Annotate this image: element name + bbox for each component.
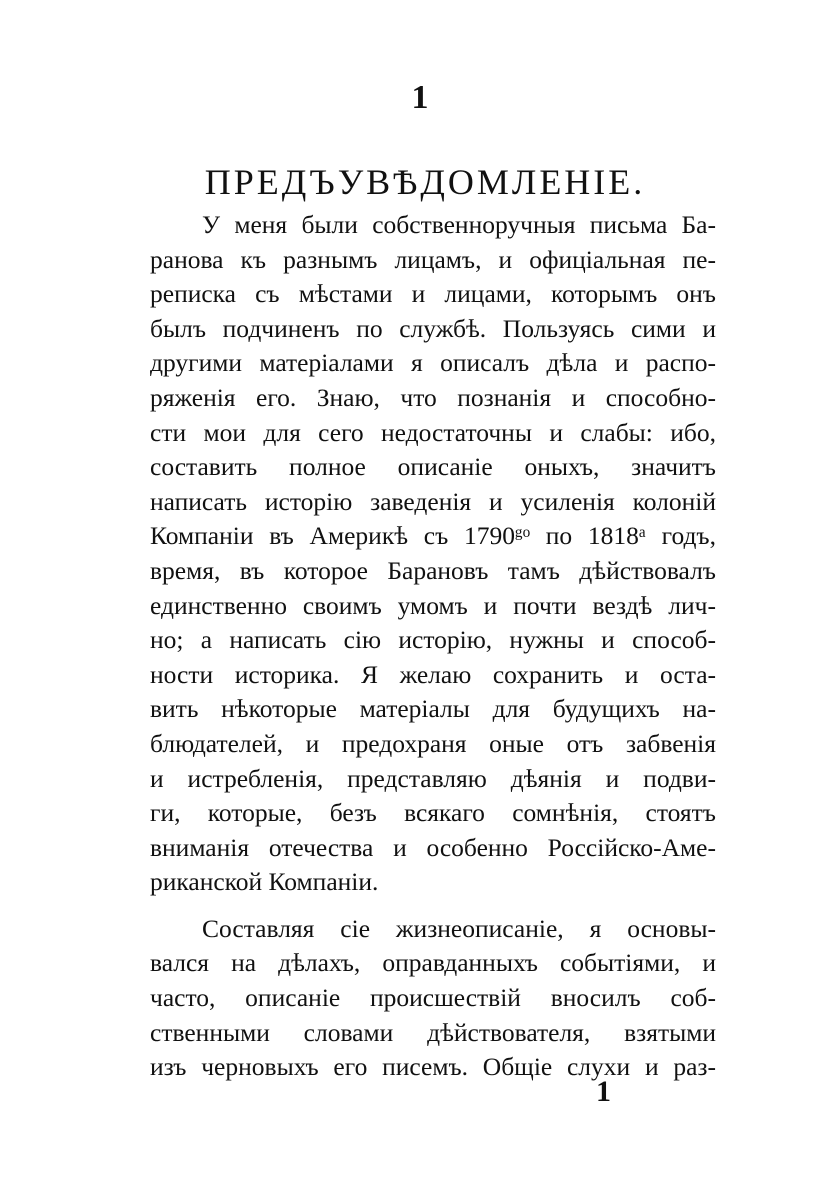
text-line: составить полное описаніе оныхъ, значитъ — [150, 452, 716, 482]
signature-mark: 1 — [596, 1075, 611, 1108]
text-line: У меня были собственноручныя письма Ба- — [202, 210, 716, 239]
text-line: Компаніи въ Америкѣ съ 1790ᵍᵒ по 1818ᵃ годъ, — [150, 521, 716, 551]
text-line: изъ черновыхъ его писемъ. Общіе слухи и раз- — [150, 1052, 716, 1082]
text-line: время, въ которое Барановъ тамъ дѣйствовалъ — [150, 555, 716, 585]
text-line: реписка съ мѣстами и лицами, которымъ онъ — [150, 279, 716, 309]
text-line: вить нѣкоторые матеріалы для будущихъ на- — [150, 694, 716, 724]
page-number: 1 — [411, 79, 429, 116]
text-line: Составляя сіе жизнеописаніе, я основы- — [202, 913, 716, 943]
paragraph-gap — [150, 900, 716, 912]
text-line: былъ подчиненъ по службѣ. Пользуясь сими и — [150, 313, 716, 343]
text-line: ряженія его. Знаю, что познанія и способно- — [150, 382, 716, 412]
text-line: блюдателей, и предохраня оные отъ забвенія — [150, 728, 716, 758]
text-line: сти мои для сего недостаточны и слабы: ибо, — [150, 417, 716, 447]
paragraph-1 — [150, 208, 716, 900]
text-line: вниманія отечества и особенно Россійско-Аме- — [150, 832, 716, 862]
text-line: ственными словами дѣйствователя, взятыми — [150, 1017, 716, 1047]
text-line: единственно своимъ умомъ и почти вездѣ лич- — [150, 590, 716, 620]
text-line: риканской Компаніи. — [150, 867, 379, 897]
text-line: ности историка. Я желаю сохранить и оста- — [150, 659, 716, 689]
page-title: ПРЕДЪУВѢДОМЛЕНІЕ. — [204, 162, 646, 203]
paragraph-2 — [150, 912, 716, 1085]
text-line: написать исторію заведенія и усиленія колоній — [150, 486, 716, 516]
text-line: часто, описаніе происшествій вносилъ соб- — [150, 983, 716, 1013]
body-text — [150, 208, 716, 1085]
text-line: вался на дѣлахъ, оправданныхъ событіями, и — [150, 948, 716, 978]
text-line: и истребленія, представляю дѣянія и подви- — [150, 763, 716, 793]
text-line: другими матеріалами я описалъ дѣла и распо- — [150, 348, 716, 378]
text-line: но; а написать сію исторію, нужны и способ- — [150, 625, 716, 655]
text-line: ги, которые, безъ всякаго сомнѣнія, стоятъ — [150, 798, 716, 828]
text-line: ранова къ разнымъ лицамъ, и офиціальная пе- — [150, 244, 716, 274]
